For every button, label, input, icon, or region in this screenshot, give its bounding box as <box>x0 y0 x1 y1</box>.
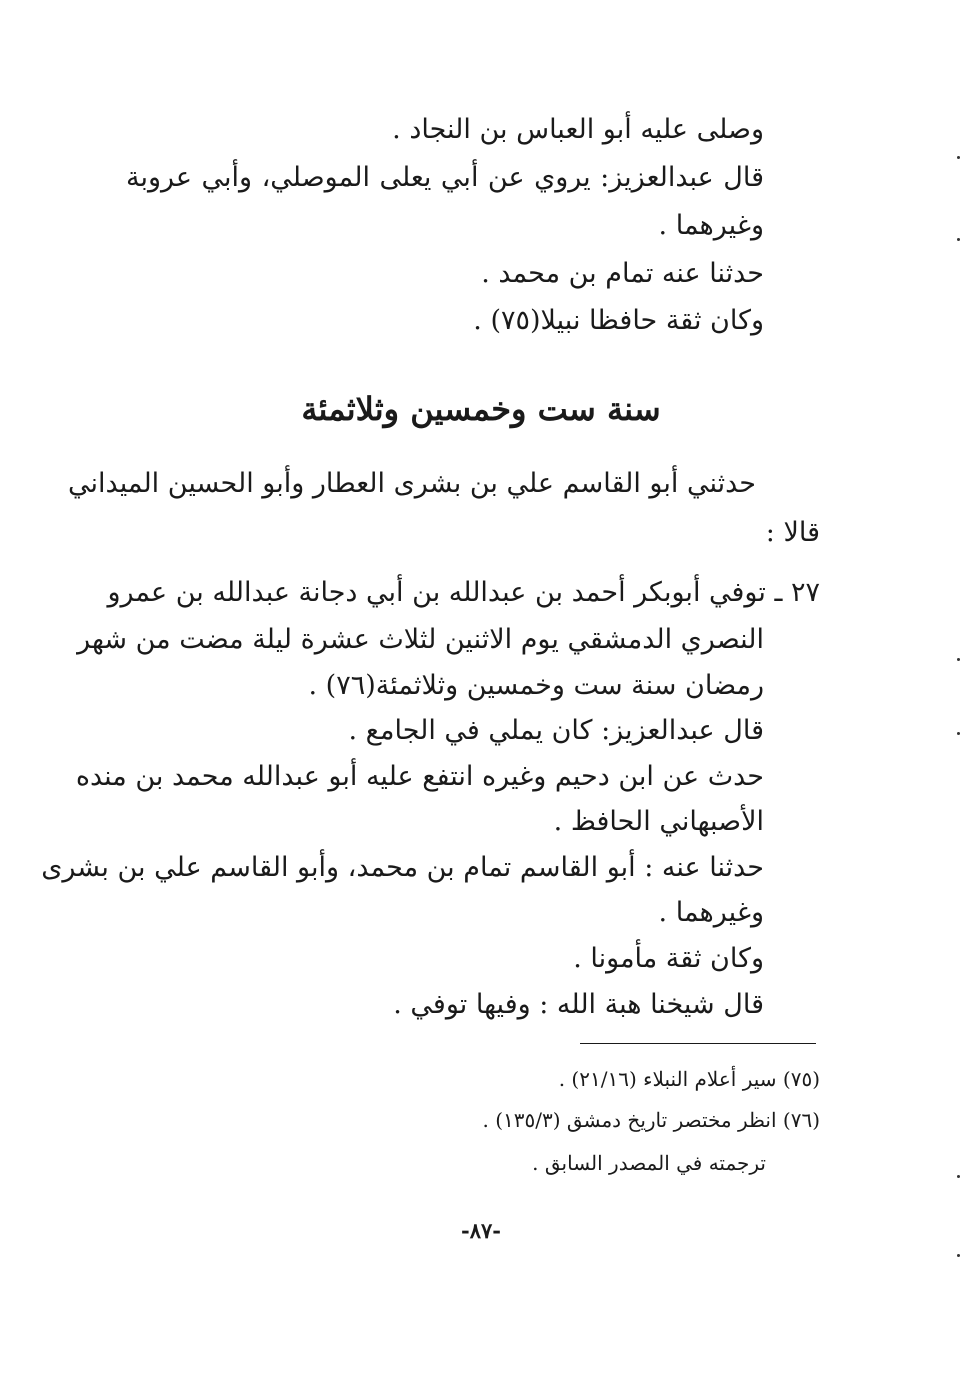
scan-speck <box>957 732 960 735</box>
text-line: حدث عن ابن دحيم وغيره انتفع عليه أبو عبدالله محمد بن منده <box>75 761 764 792</box>
text-line: حدثنا عنه : أبو القاسم تمام بن محمد، وأبو القاسم علي بن بشرى <box>41 852 764 883</box>
section-heading: سنة ست وخمسين وثلاثمئة <box>301 390 661 428</box>
text-line: حدثني أبو القاسم علي بن بشرى العطار وأبو الحسين الميداني <box>68 468 756 499</box>
entry-first-line: ٢٧ ـ توفي أبوبكر أحمد بن عبدالله بن أبي دجانة عبدالله بن عمرو <box>107 577 820 608</box>
text-line: وغيرهما . <box>658 210 764 241</box>
footnote-separator <box>580 1043 816 1044</box>
scan-speck <box>957 156 960 159</box>
text-line: قال شيخنا هبة الله : وفيها توفي . <box>393 989 764 1020</box>
text-line: حدثنا عنه تمام بن محمد . <box>481 258 764 289</box>
text-line: قالا : <box>765 517 820 548</box>
text-line: النصري الدمشقي يوم الاثنين لثلاث عشرة ليلة مضت من شهر <box>77 624 764 655</box>
text-line: وكان ثقة مأمونا . <box>573 943 764 974</box>
text-line: قال عبدالعزيز: يروي عن أبي يعلى الموصلي، وأبي عروبة <box>126 162 764 193</box>
scan-speck <box>957 1254 960 1257</box>
footnote-continuation: ترجمته في المصدر السابق . <box>532 1151 766 1175</box>
text-line: وغيرهما . <box>658 897 764 928</box>
page-number: -٨٧- <box>461 1218 501 1243</box>
text-line: وصلى عليه أبو العباس بن النجاد . <box>392 114 764 145</box>
text-line: قال عبدالعزيز: كان يملي في الجامع . <box>348 715 764 746</box>
text-line: وكان ثقة حافظا نبيلا(٧٥) . <box>473 305 764 336</box>
footnote: (٧٥) سير أعلام النبلاء (٢١/١٦) . <box>558 1067 820 1091</box>
footnote: (٧٦) انظر مختصر تاريخ دمشق (١٣٥/٣) . <box>482 1108 820 1132</box>
scan-speck <box>957 1175 960 1178</box>
text-line: رمضان سنة ست وخمسين وثلاثمئة(٧٦) . <box>308 670 764 701</box>
scan-speck <box>957 238 960 241</box>
scan-speck <box>957 658 960 661</box>
text-line: الأصبهاني الحافظ . <box>553 806 764 837</box>
